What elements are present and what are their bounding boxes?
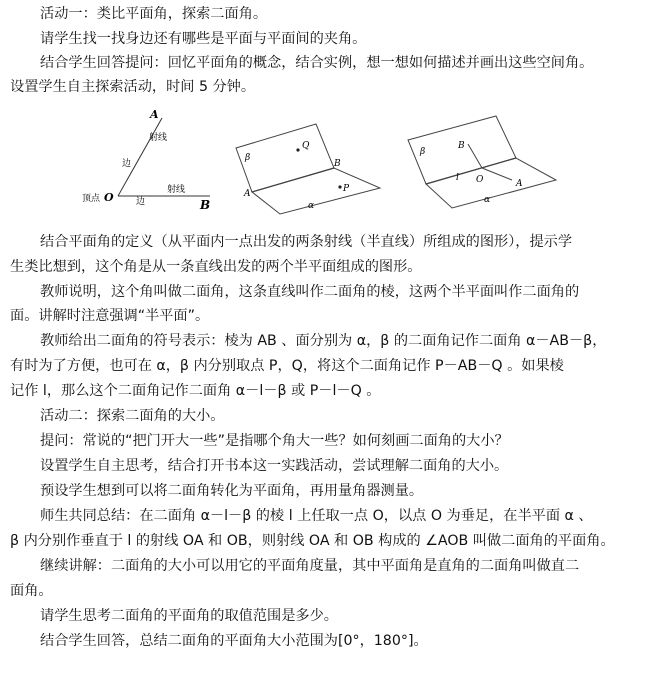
text-line-question: 提问：常说的“把门开大一些”是指哪个角大一些？如何刻画二面角的大小？ [40,433,509,449]
label-a-2: A [244,189,251,199]
label-alpha-2: α [308,201,315,211]
label-q: Q [302,141,310,151]
label-point-b: B [200,198,211,212]
text-line-think: 设置学生自主思考，结合打开书本这一实践活动，尝试理解二面角的大小。 [40,458,509,474]
text-line-find-angles: 请学生找一找身边还有哪些是平面与平面间的夹角。 [40,31,367,47]
text-line-notation-2: 有时为了方便，也可在 α，β 内分别取点 P，Q，将这个二面角记作 P－AB－Q 。如果棱 [10,358,564,374]
text-line-activity-two: 活动二：探索二面角的大小。 [40,408,225,424]
text-line-continue-2: 面角。 [10,583,53,599]
figure-planar-angle [118,118,210,196]
label-beta-2: β [245,153,251,163]
label-a-3: A [516,179,523,189]
ray-oa-3 [482,168,512,180]
figure-dihedral-plane-angle [408,116,556,208]
edge-ab-line [252,168,334,192]
text-line-notation-1: 教师给出二面角的符号表示：棱为 AB 、面分别为 α，β 的二面角记作二面角 α－AB－β， [40,333,607,349]
text-line-explore-time: 设置学生自主探索活动，时间 5 分钟。 [10,79,256,95]
text-line-definition-2: 生类比想到，这个角是从一条直线出发的两个半平面组成的图形。 [10,259,422,275]
label-p: P [343,184,350,194]
label-beta-3: β [420,147,426,157]
edge-l-line [426,158,516,184]
text-line-range-question: 请学生思考二面角的平面角的取值范围是多少。 [40,608,338,624]
point-q-dot [296,148,299,151]
text-line-preset: 预设学生想到可以将二面角转化为平面角，再用量角器测量。 [40,483,424,499]
label-edge-lower: 边 [136,197,146,207]
label-ray-lower: 射线 [167,185,186,195]
text-line-summary-2: β 内分别作垂直于 l 的射线 OA 和 OB，则射线 OA 和 OB 构成的 ∠AOB 叫做二面角的平面角。 [10,533,615,549]
label-o-3: O [476,175,484,185]
label-ray-upper: 射线 [149,133,168,143]
figure-row [0,104,652,220]
ray-oa-line [118,118,162,196]
text-line-range-answer: 结合学生回答，总结二面角的平面角大小范围为[0°，180°]。 [40,633,428,649]
label-edge-upper: 边 [122,159,132,169]
plane-alpha [252,168,380,214]
text-line-teacher-explain-2: 面。讲解时注意强调“半平面”。 [10,308,210,324]
point-p-dot [338,185,341,188]
label-alpha-3: α [484,195,491,205]
label-b-3: B [458,141,465,151]
text-line-continue-1: 继续讲解：二面角的大小可以用它的平面角度量，其中平面角是直角的二面角叫做直二 [40,558,580,574]
text-line-summary-1: 师生共同总结：在二面角 α－l－β 的棱 l 上任取一点 O，以点 O 为垂足，在半平面 α 、 [40,508,593,524]
label-b-2: B [334,159,341,169]
label-point-a: A [150,108,159,121]
label-l-3: l [456,173,459,183]
text-line-definition-1: 结合平面角的定义（从平面内一点出发的两条射线（半直线）所组成的图形），提示学 [40,234,573,250]
label-vertex: 顶点 [82,194,101,204]
text-line-teacher-explain-1: 教师说明，这个角叫做二面角，这条直线叫作二面角的棱，这两个半平面叫作二面角的 [40,284,580,300]
text-line-recall-question: 结合学生回答提问：回忆平面角的概念，结合实例，想一想如何描述并画出这些空间角。 [40,55,594,71]
figures-svg [0,104,652,220]
text-line-notation-3: 记作 l，那么这个二面角记作二面角 α－l－β 或 P－l－Q 。 [10,383,381,399]
text-line-activity-one: 活动一：类比平面角，探索二面角。 [40,6,268,22]
ray-ob-3 [468,144,482,168]
label-point-o: O [104,191,114,204]
